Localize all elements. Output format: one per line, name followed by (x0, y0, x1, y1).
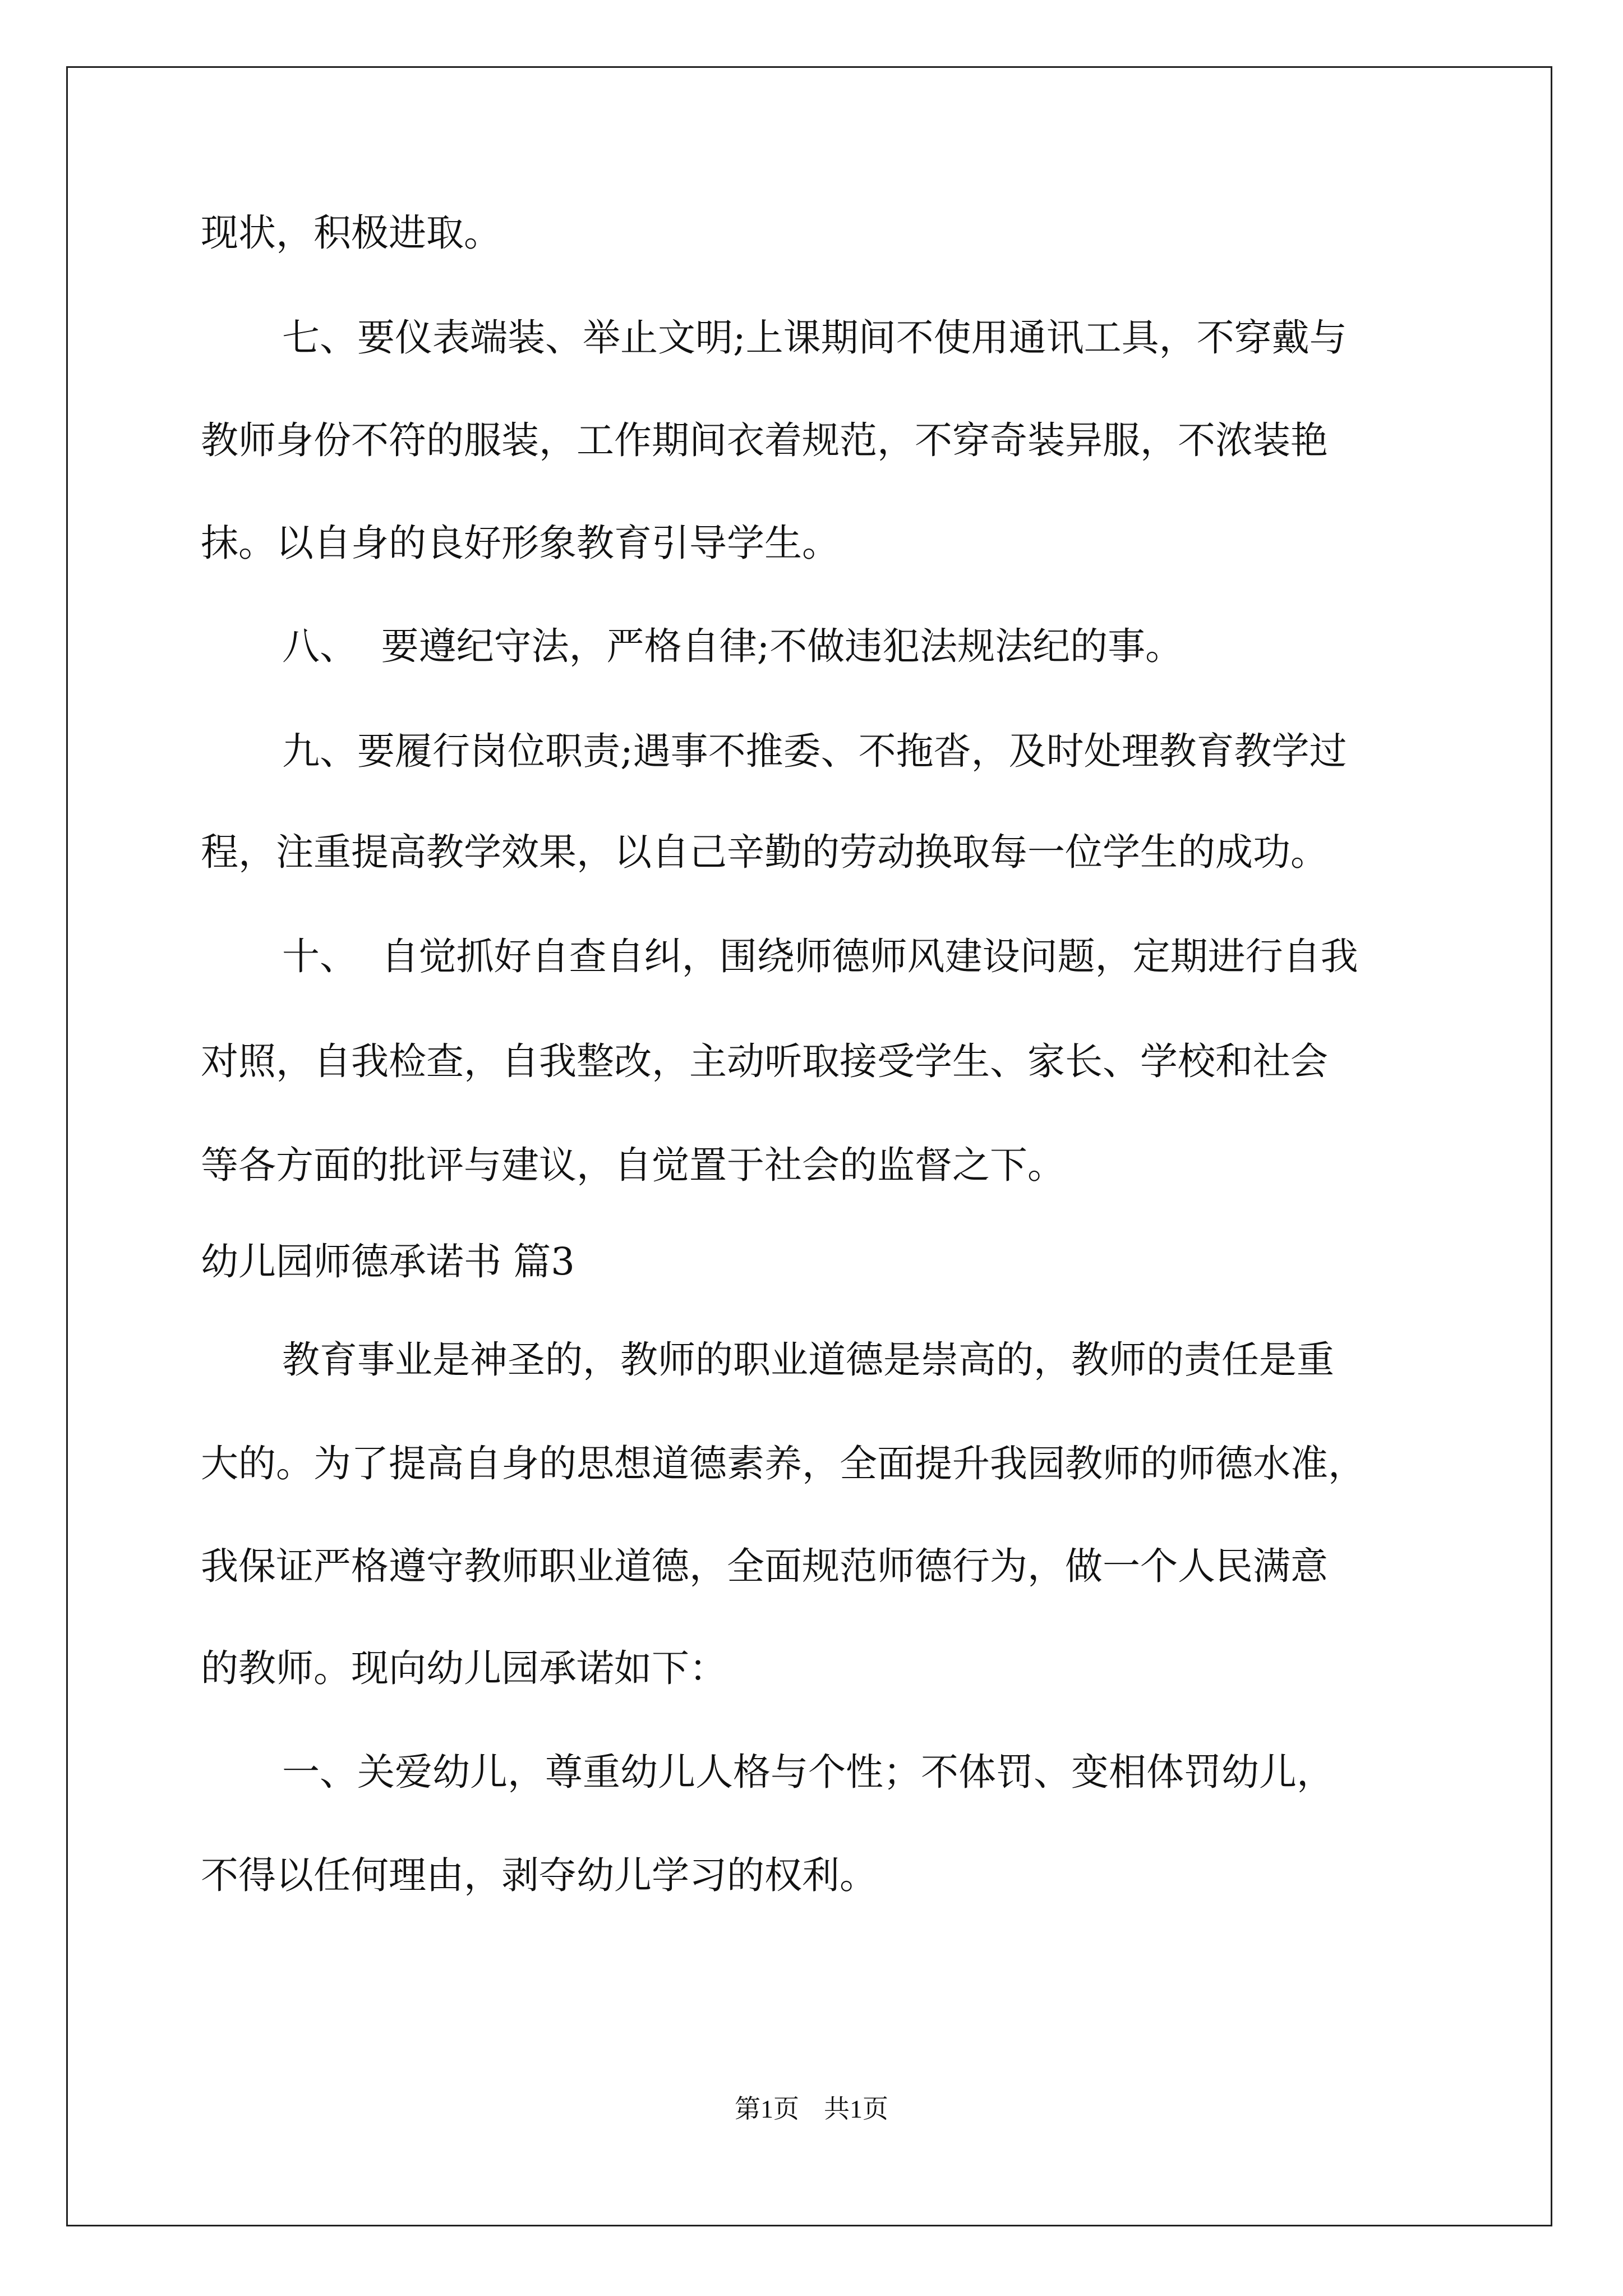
body-line: 不得以任何理由，剥夺幼儿学习的权利。 (201, 1853, 877, 1897)
body-line: 现状，积极进取。 (201, 211, 501, 255)
page-footer (0, 2093, 1623, 2125)
body-line: 我保证严格遵守教师职业道德，全面规范师德行为，做一个人民满意 (201, 1544, 1328, 1588)
body-line: 七、要仪表端装、举止文明;上课期间不使用通讯工具，不穿戴与 (282, 316, 1347, 360)
body-line: 教育事业是神圣的，教师的职业道德是崇高的，教师的责任是重 (282, 1338, 1334, 1382)
body-line: 大的。为了提高自身的思想道德素养，全面提升我园教师的师德水准， (201, 1442, 1366, 1485)
page-number: 第1页 (735, 2095, 799, 2123)
body-line: 九、要履行岗位职责;遇事不推委、不拖沓，及时处理教育教学过 (282, 729, 1347, 773)
page-total: 共1页 (824, 2095, 888, 2123)
body-line: 的教师。现向幼儿园承诺如下： (201, 1646, 727, 1690)
body-line: 等各方面的批评与建议，自觉置于社会的监督之下。 (201, 1143, 1065, 1187)
section-heading: 幼儿园师德承诺书 篇3 (201, 1240, 575, 1283)
body-line: 程，注重提高教学效果，以自己辛勤的劳动换取每一位学生的成功。 (201, 830, 1328, 874)
body-line: 对照，自我检查，自我整改，主动听取接受学生、家长、学校和社会 (201, 1039, 1328, 1083)
body-line: 教师身份不符的服装，工作期间衣着规范，不穿奇装异服，不浓装艳 (201, 418, 1328, 462)
body-line: 八、 要遵纪守法，严格自律;不做违犯法规法纪的事。 (282, 624, 1183, 668)
body-line: 抹。以自身的良好形象教育引导学生。 (201, 521, 840, 565)
body-line: 一、关爱幼儿，尊重幼儿人格与个性；不体罚、变相体罚幼儿， (282, 1750, 1334, 1794)
body-line: 十、 自觉抓好自查自纠，围绕师德师风建设问题，定期进行自我 (282, 935, 1358, 978)
